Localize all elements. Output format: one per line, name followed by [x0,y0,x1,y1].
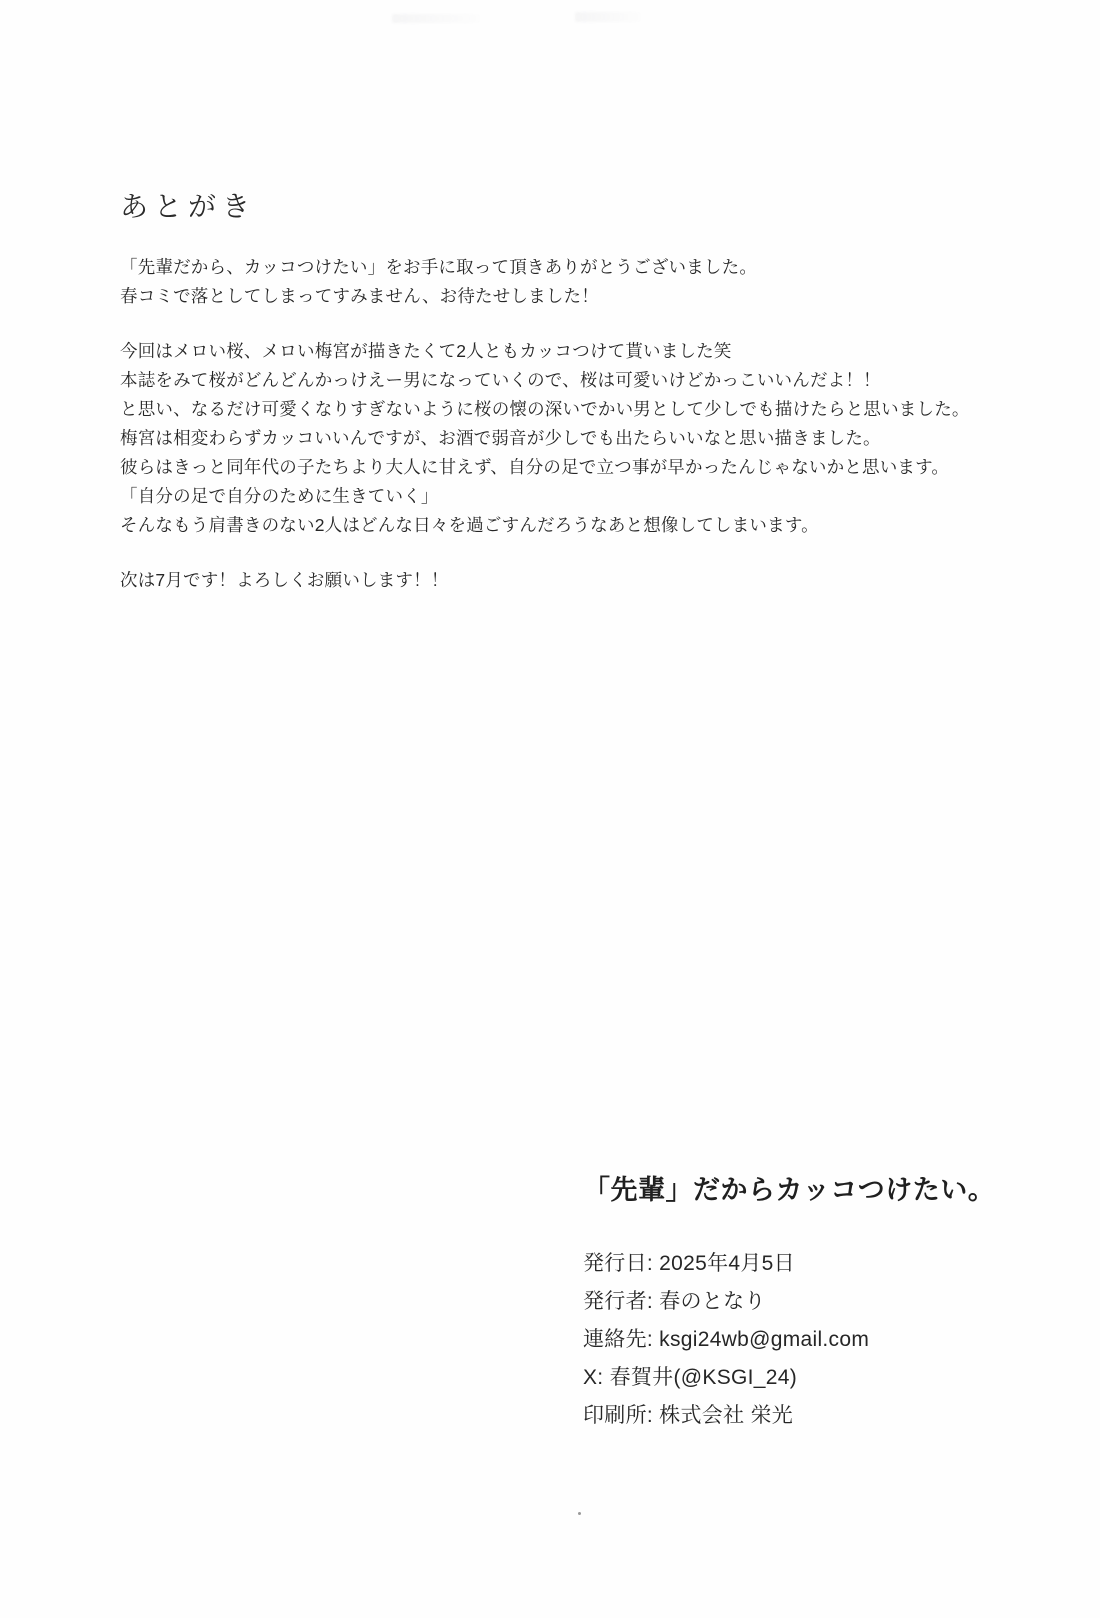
afterword-heading: あとがき [120,191,257,222]
afterword-line: 今回はメロい桜、メロい梅宮が描きたくて2人ともカッコつけて貰いました笑 [120,341,732,361]
colophon-social-handle: X: 春賀井(@KSGI_24) [583,1366,797,1389]
colophon-title: 「先輩」だからカッコつけたい。 [583,1175,996,1205]
afterword-line: 本誌をみて桜がどんどんかっけえー男になっていくので、桜は可愛いけどかっこいいんだよ！！ [120,370,881,390]
scan-smudge-right [575,12,641,22]
colophon-contact-email: 連絡先: ksgi24wb@gmail.com [583,1328,870,1351]
page-footer-mark [578,1512,581,1515]
colophon-printer: 印刷所: 株式会社 栄光 [583,1404,794,1427]
afterword-line: と思い、なるだけ可愛くなりすぎないように桜の懐の深いでかい男として少しでも描けたらと思いました。 [120,399,970,419]
colophon-block [583,1168,1023,1435]
afterword-line: 「自分の足で自分のために生きていく」 [120,486,439,506]
afterword-body [120,253,990,595]
afterword-line: そんなもう肩書きのない2人はどんな日々を過ごすんだろうなあと想像してしまいます。 [120,515,819,535]
afterword-line: 梅宮は相変わらずカッコいいんですが、お酒で弱音が少しでも出たらいいなと思い描きました。 [120,428,881,448]
colophon-publish-date: 発行日: 2025年4月5日 [583,1252,795,1275]
colophon-publisher: 発行者: 春のとなり [583,1290,766,1313]
afterword-line: 彼らはきっと同年代の子たちより大人に甘えず、自分の足で立つ事が早かったんじゃないかと思います。 [120,457,950,477]
afterword-line: 春コミで落としてしまってすみません、お待たせしました！ [120,286,599,306]
scan-smudge-left [392,14,480,23]
afterword-line: 「先輩だから、カッコつけたい」をお手に取って頂きありがとうございました。 [120,257,758,277]
afterword-line: 次は7月です！よろしくお願いします！！ [120,570,449,590]
